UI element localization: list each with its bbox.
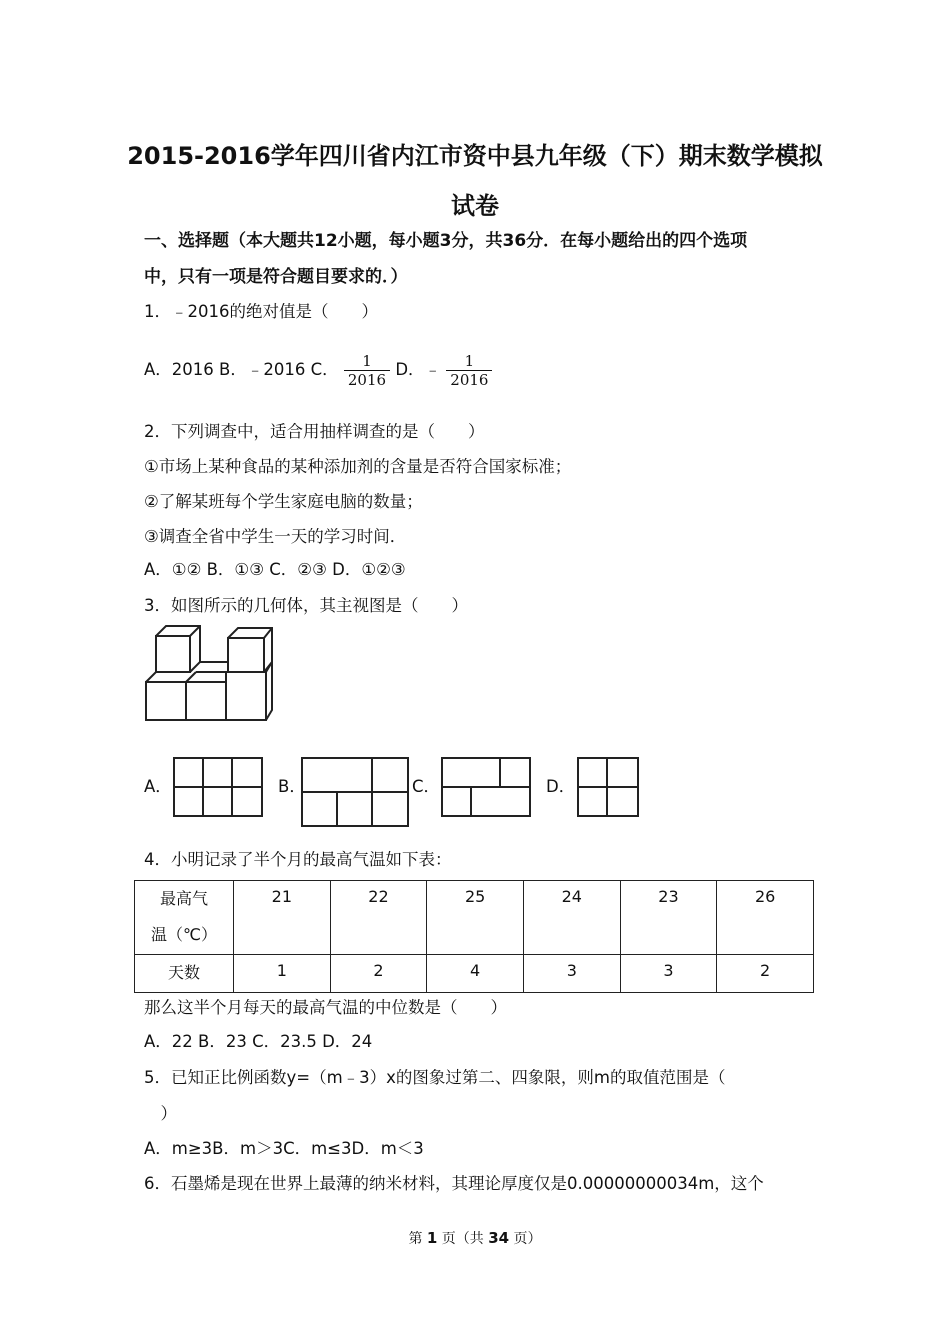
page-footer xyxy=(0,1228,950,1248)
row-header-temperature xyxy=(135,881,234,955)
table-cell: 3 xyxy=(620,955,717,993)
temperature-table xyxy=(134,880,814,993)
table-cell: 2 xyxy=(330,955,427,993)
q5-stem: 5．已知正比例函数y=（m﹣3）x的图象过第二、四象限，则m的取值范围是（ xyxy=(144,1068,726,1087)
table-cell: 1 xyxy=(234,955,331,993)
page-title-line1: 2015-2016学年四川省内江市资中县九年级（下）期末数学模拟 xyxy=(127,142,823,170)
q3-option-d-figure xyxy=(576,756,640,818)
table-cell: 26 xyxy=(717,881,814,955)
table-cell: 22 xyxy=(330,881,427,955)
footer-page-number: 1 xyxy=(426,1229,438,1247)
q3-option-c-figure xyxy=(440,756,532,818)
q2-item-1: ①市场上某种食品的某种添加剂的含量是否符合国家标准； xyxy=(144,457,572,476)
q1-options xyxy=(144,352,492,389)
q5-options: A．m≥3B．m＞3C．m≤3D．m＜3 xyxy=(144,1139,424,1158)
q1-option-a: A．2016 xyxy=(144,360,214,379)
q1-option-b: B．﹣2016 xyxy=(219,360,306,379)
row-header-temp-line2: 温（℃） xyxy=(151,925,217,944)
section-header-line1: 一、选择题（本大题共12小题，每小题3分，共36分．在每小题给出的四个选项 xyxy=(144,231,748,251)
q5-stem-end: ） xyxy=(144,1104,177,1123)
fraction-numerator: 1 xyxy=(446,352,492,371)
row-header-temp-line1: 最高气 xyxy=(159,889,208,908)
table-cell: 3 xyxy=(523,955,620,993)
fraction-denominator: 2016 xyxy=(450,371,489,389)
table-row xyxy=(135,955,814,993)
q3-option-b-figure xyxy=(300,756,410,828)
fraction-numerator: 1 xyxy=(344,352,390,371)
fraction-denominator: 2016 xyxy=(347,371,387,389)
page-title-line2: 试卷 xyxy=(451,192,499,220)
table-cell: 2 xyxy=(717,955,814,993)
q4-stem: 4．小明记录了半个月的最高气温如下表： xyxy=(144,850,452,869)
q4-question: 那么这半个月每天的最高气温的中位数是（ ） xyxy=(144,998,507,1017)
table-cell: 21 xyxy=(234,881,331,955)
table-cell: 4 xyxy=(427,955,524,993)
q2-stem: 2．下列调查中，适合用抽样调查的是（ ） xyxy=(144,422,485,441)
table-row xyxy=(135,881,814,955)
q1-option-c: C． xyxy=(310,360,339,379)
q6-stem: 6．石墨烯是现在世界上最薄的纳米材料，其理论厚度仅是0.00000000034m，这个 xyxy=(144,1174,764,1193)
row-header-days: 天数 xyxy=(135,955,234,993)
footer-middle: 页（共 xyxy=(437,1231,489,1247)
q1-fraction-c xyxy=(344,352,390,389)
table-cell: 23 xyxy=(620,881,717,955)
footer-suffix: 页） xyxy=(509,1231,542,1247)
q2-item-2: ②了解某班每个学生家庭电脑的数量； xyxy=(144,492,423,511)
footer-total-pages: 34 xyxy=(488,1229,510,1247)
q2-options: A．①② B．①③ C．②③ D．①②③ xyxy=(144,560,406,579)
q4-options: A．22 B．23 C．23.5 D．24 xyxy=(144,1032,373,1051)
q1-fraction-d xyxy=(446,352,492,389)
table-cell: 24 xyxy=(523,881,620,955)
section-header-line2: 中，只有一项是符合题目要求的．） xyxy=(144,267,408,287)
q3-option-d-label: D． xyxy=(546,777,576,796)
q1-option-d: D．﹣ xyxy=(395,360,442,379)
q3-option-a-figure xyxy=(172,756,264,818)
q3-option-b-label: B． xyxy=(278,777,306,796)
q3-stem: 3．如图所示的几何体，其主视图是（ ） xyxy=(144,596,468,615)
footer-prefix: 第 xyxy=(408,1231,427,1247)
q3-option-a-label: A． xyxy=(144,777,172,796)
geometric-solid-figure xyxy=(140,622,280,724)
q2-item-3: ③调查全省中学生一天的学习时间． xyxy=(144,527,407,546)
table-cell: 25 xyxy=(427,881,524,955)
q3-option-c-label: C． xyxy=(412,777,441,796)
q1-stem: 1．﹣2016的绝对值是（ ） xyxy=(144,302,378,321)
